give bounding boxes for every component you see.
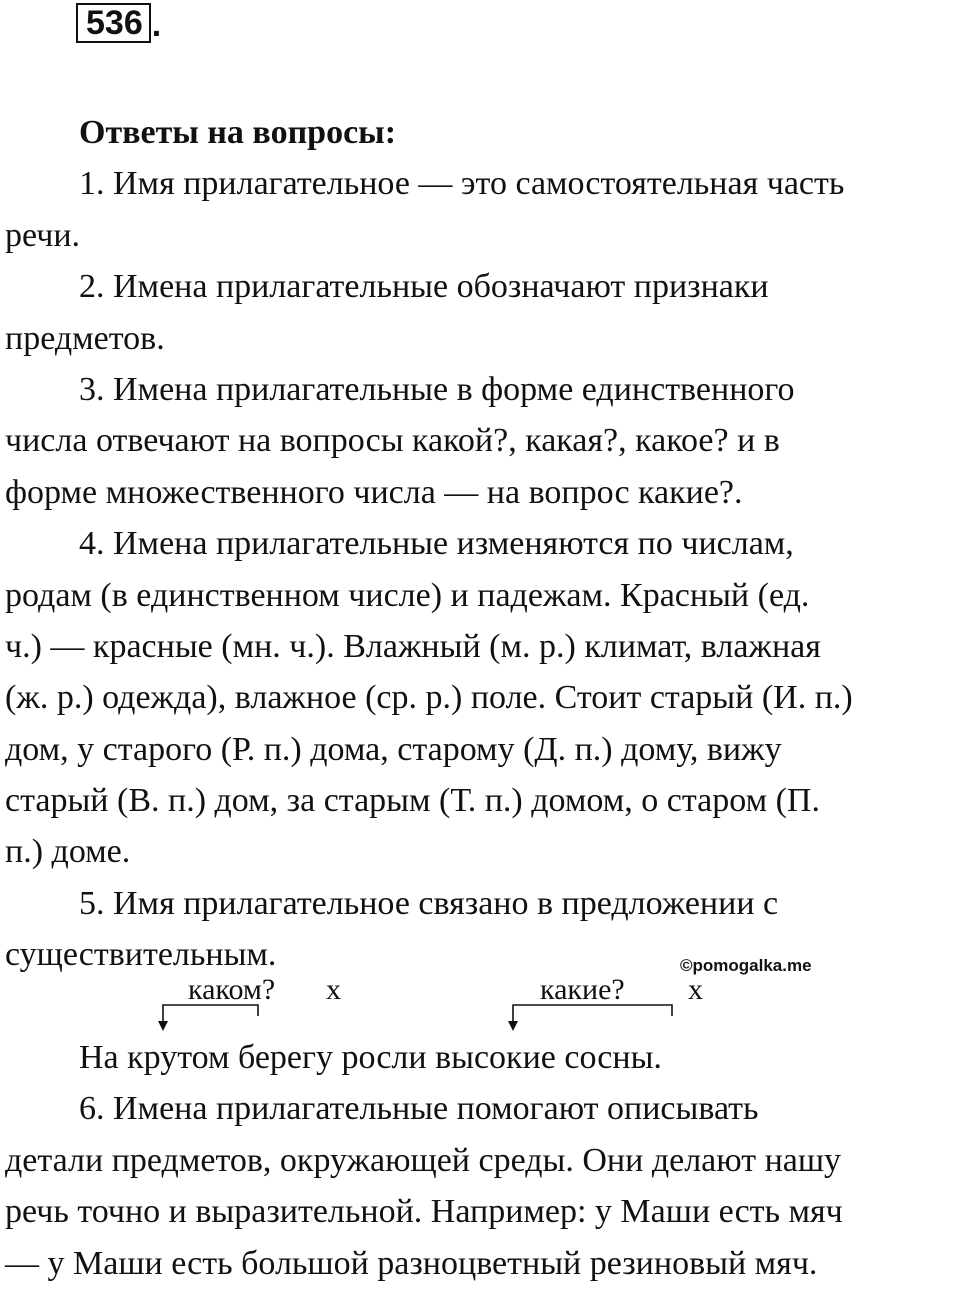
answer-3-line-1: 3. Имена прилагательные в форме единственного — [79, 370, 795, 408]
diagram-row — [5, 981, 955, 1032]
answer-6-line-3: речь точно и выразительной. Например: у Маши есть мяч — [5, 1193, 843, 1231]
answer-6-line-2: детали предметов, окружающей среды. Они делают нашу — [5, 1141, 842, 1179]
answer-4-line-2: родам (в единственном числе) и падежам. Красный (ед. — [5, 576, 810, 614]
answer-4-line-4: (ж. р.) одежда), влажное (ср. р.) поле. Стоит старый (И. п.) — [5, 679, 853, 717]
answer-1-line-2: речи. — [5, 216, 81, 254]
answer-text — [5, 107, 955, 1289]
example-sentence: На крутом берегу росли высокие сосны. — [79, 1039, 662, 1077]
exercise-number — [76, 5, 161, 43]
answer-4-line-3: ч.) — красные (мн. ч.). Влажный (м. р.) климат, влажная — [5, 627, 821, 665]
answer-6-line-4: — у Маши есть большой разноцветный резиновый мяч. — [5, 1244, 818, 1282]
watermark: ©pomogalka.me — [680, 956, 812, 975]
answer-2-line-1: 2. Имена прилагательные обозначают признаки — [79, 268, 769, 306]
answer-1-line-1: 1. Имя прилагательное — это самостоятельная часть — [79, 165, 845, 203]
exercise-number-box: 536 — [76, 3, 151, 43]
answer-4-line-1: 4. Имена прилагательные изменяются по числам, — [79, 525, 794, 563]
link-2-question: какие? — [540, 973, 625, 1006]
answer-2-line-2: предметов. — [5, 319, 165, 357]
answer-4-line-6: старый (В. п.) дом, за старым (Т. п.) домом, о старом (П. — [5, 782, 820, 820]
answer-4-line-5: дом, у старого (Р. п.) дома, старому (Д. п.) дому, вижу — [5, 730, 782, 768]
answer-5-line-1: 5. Имя прилагательное связано в предложении с — [79, 884, 779, 922]
answer-3-line-2: числа отвечают на вопросы какой?, какая?, какое? и в — [5, 422, 780, 460]
link-1-mark: x — [326, 973, 341, 1006]
answer-4-line-7: п.) доме. — [5, 833, 131, 871]
exercise-number-dot: . — [151, 6, 162, 44]
heading: Ответы на вопросы: — [79, 114, 397, 151]
link-1-question: каком? — [188, 973, 276, 1006]
answer-5-line-2: существительным. — [5, 936, 277, 974]
link-2-mark: x — [688, 973, 703, 1006]
answer-6-line-1: 6. Имена прилагательные помогают описывать — [79, 1090, 759, 1128]
answer-3-line-3: форме множественного числа — на вопрос какие?. — [5, 473, 743, 511]
